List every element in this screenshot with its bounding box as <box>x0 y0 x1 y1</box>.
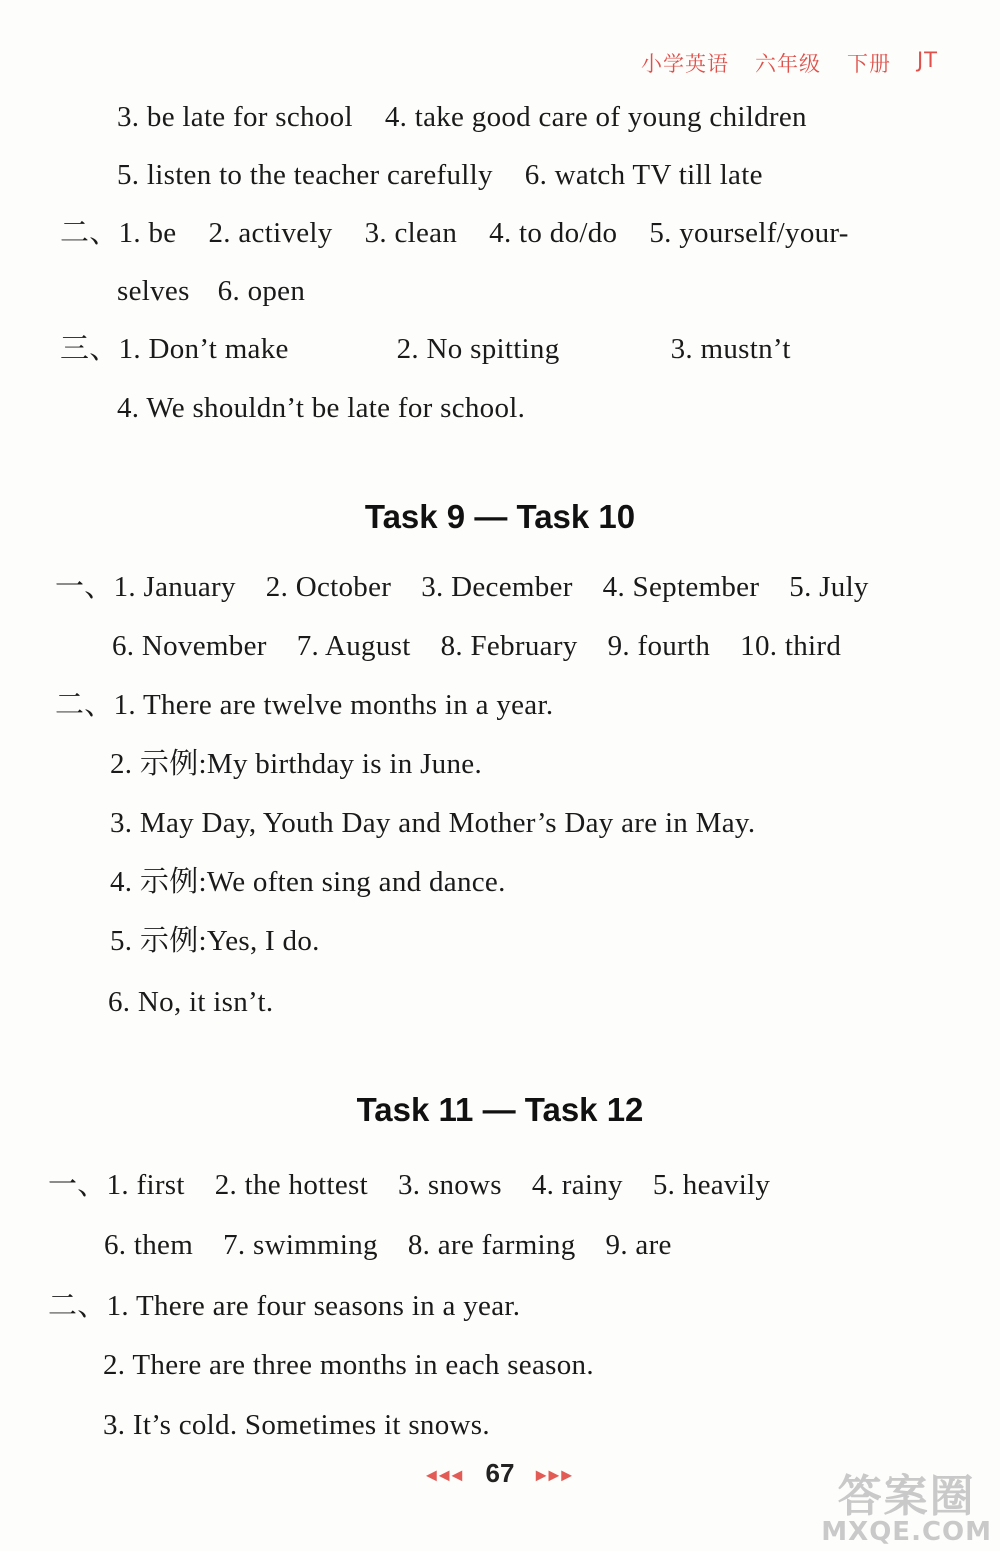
section-marker: 一、 <box>55 571 114 603</box>
answer-line: 3. It’s cold. Sometimes it snows. <box>103 1409 490 1441</box>
answer-line: selves 6. open <box>117 275 306 307</box>
section-one-line: 一、1. January 2. October 3. December 4. September 5. July <box>55 571 869 603</box>
answer-line: 3. May Day, Youth Day and Mother’s Day are in May. <box>110 807 756 839</box>
answer-line: 3. be late for school 4. take good care of young children <box>117 101 807 133</box>
answer-line: 4. We shouldn’t be late for school. <box>117 392 526 424</box>
answer-line: 6. No, it isn’t. <box>108 986 274 1018</box>
header-grade: 六年级 <box>754 52 821 76</box>
section-title-task11: Task 11 — Task 12 <box>356 1091 644 1128</box>
section-title-task9: Task 9 — Task 10 <box>364 498 636 535</box>
answer-line: 4. 示例:We often sing and dance. <box>110 866 506 898</box>
section-marker: 一、 <box>48 1169 107 1201</box>
section-two-line: 二、1. There are four seasons in a year. <box>48 1290 521 1322</box>
page-number: 67 <box>485 1458 515 1488</box>
right-arrows-icon: ▶▶▶ <box>535 1466 574 1483</box>
site-watermark: 答案圈 MXQE.COM <box>821 1471 992 1547</box>
answer-line: 6. November 7. August 8. February 9. fourth 10. third <box>112 630 842 662</box>
answer-line: 5. 示例:Yes, I do. <box>110 925 320 957</box>
section-marker: 三、 <box>60 333 119 365</box>
page-header <box>641 48 938 78</box>
left-arrows-icon: ◀◀◀ <box>425 1466 465 1483</box>
section-one-line: 一、1. first 2. the hottest 3. snows 4. rainy 5. heavily <box>48 1169 771 1201</box>
answer-line: 6. them 7. swimming 8. are farming 9. are <box>104 1229 672 1261</box>
section-marker: 二、 <box>48 1290 107 1322</box>
section-marker: 二、 <box>55 689 114 721</box>
header-edition: JT <box>916 48 938 72</box>
section-marker: 二、 <box>60 217 119 249</box>
answer-line: 5. listen to the teacher carefully 6. watch TV till late <box>117 159 763 191</box>
header-subject: 小学英语 <box>640 52 729 76</box>
answer-line: 2. There are three months in each season. <box>103 1349 594 1381</box>
section-three-line: 三、1. Don’t make 2. No spitting 3. mustn’t <box>60 333 791 365</box>
answer-line: 2. 示例:My birthday is in June. <box>110 748 482 780</box>
section-two-line: 二、1. be 2. actively 3. clean 4. to do/do 5. yourself/your- <box>60 217 849 249</box>
section-two-line: 二、1. There are twelve months in a year. <box>55 689 554 721</box>
header-volume: 下册 <box>846 52 891 76</box>
